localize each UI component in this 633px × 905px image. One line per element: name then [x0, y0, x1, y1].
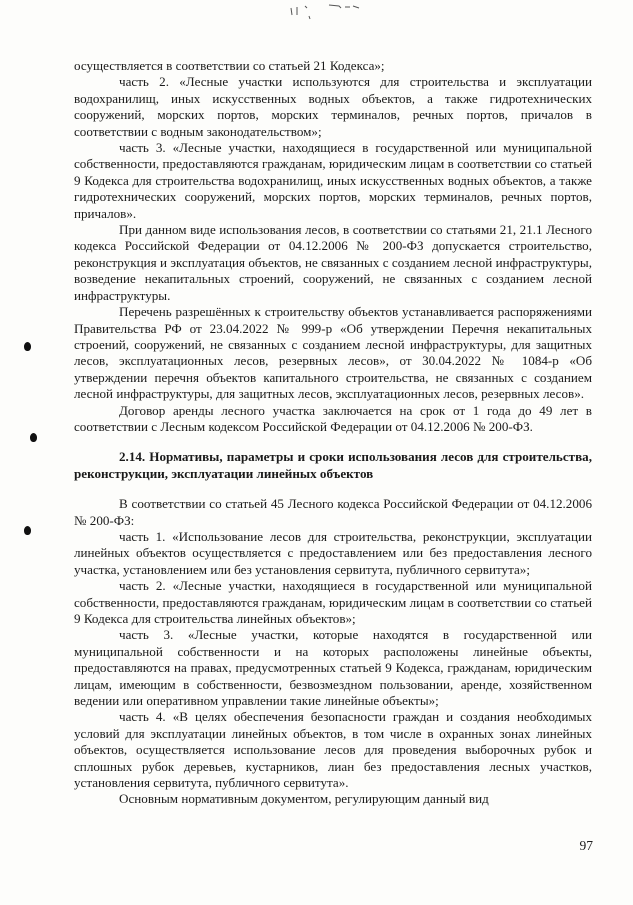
paragraph: осуществляется в соответствии со статьей 21 Кодекса»;: [74, 58, 385, 73]
paragraph: В соответствии со статьей 45 Лесного кодекса Российской Федерации от 04.12.2006 № 200-ФЗ:: [74, 496, 592, 528]
page-number: 97: [579, 838, 593, 853]
paragraph: Основным нормативным документом, регулирующим данный вид: [119, 791, 489, 807]
paragraph: часть 3. «Лесные участки, которые находятся в государственной или муниципальной собственности и на которых расположены линейные объекты, предоставляются на правах, предусмотренных статьей 9 Кодекса, гражданам, юридическим лицам, имеющим в собственности, безвозмездном пользовании, аренде, хозяйственном ведении или оперативном управлении такие линейные объекты»;: [74, 627, 592, 709]
paragraph: часть 2. «Лесные участки, находящиеся в государственной или муниципальной собственности, предоставляются гражданам, юридическим лицам в соответствии со статьей 9 Кодекса для строительства линейных объектов»;: [74, 578, 592, 626]
binder-hole-mark: [30, 433, 37, 442]
paragraph: Договор аренды лесного участка заключается на срок от 1 года до 49 лет в соответствии с Лесным кодексом Российской Федерации от 04.12.2006 № 200-ФЗ.: [74, 402, 592, 434]
document-body: [74, 58, 592, 808]
paragraph: часть 1. «Использование лесов для строительства, реконструкции, эксплуатации линейных объектов осуществляется с предоставлением или без предоставления лесного участка, установлением или без установления сервитута, публичного сервитута»;: [74, 528, 592, 577]
scan-artifact: [285, 2, 365, 20]
paragraph: часть 4. «В целях обеспечения безопасности граждан и создания необходимых условий для эксплуатации линейных объектов, в том числе в охранных зонах линейных объектов, осуществляется использование лесов для проведения выборочных рубок и сплошных рубок деревьев, кустарников, лиан без предоставления лесных участков, установления сервитута, публичного сервитута».: [74, 709, 592, 791]
binder-hole-mark: [24, 342, 31, 351]
paragraph: При данном виде использования лесов, в соответствии со статьями 21, 21.1 Лесного кодекса Российской Федерации от 04.12.2006 № 200-ФЗ допускается строительство, реконструкция и эксплуатация объектов, не связанных с созданием лесной инфраструктуры, возведение некапитальных строений, сооружений, не связанных с созданием лесной инфраструктуры.: [74, 222, 592, 303]
paragraph: часть 2. «Лесные участки используются для строительства и эксплуатации водохранилищ, иных искусственных водных объектов, а также гидротехнических сооружений, морских портов, морских терминалов, речных портов, причалов в соответствии с водным законодательством»;: [74, 74, 592, 139]
paragraph: часть 3. «Лесные участки, находящиеся в государственной или муниципальной собственности, предоставляются гражданам, юридическим лицам в соответствии со статьей 9 Кодекса для строительства водохранилищ, иных искусственных водных объектов, а также гидротехнических сооружений, морских портов, морских терминалов, речных портов, причалов».: [74, 140, 592, 221]
paragraph: Перечень разрешённых к строительству объектов устанавливается распоряжениями Правительства РФ от 23.04.2022 № 999-р «Об утверждении Перечня некапитальных строений, сооружений, не связанных с созданием лесной инфраструктуры, для защитных лесов, эксплуатационных лесов, резервных лесов», от 30.04.2022 № 1084-р «Об утверждении перечня объектов капитального строительства, не связанных с созданием лесной инфраструктуры, для защитных лесов, эксплуатационных лесов, резервных лесов».: [74, 304, 592, 402]
section-heading: 2.14. Нормативы, параметры и сроки использования лесов для строительства, реконструкции, эксплуатации линейных объектов: [74, 449, 592, 481]
binder-hole-mark: [24, 526, 31, 535]
